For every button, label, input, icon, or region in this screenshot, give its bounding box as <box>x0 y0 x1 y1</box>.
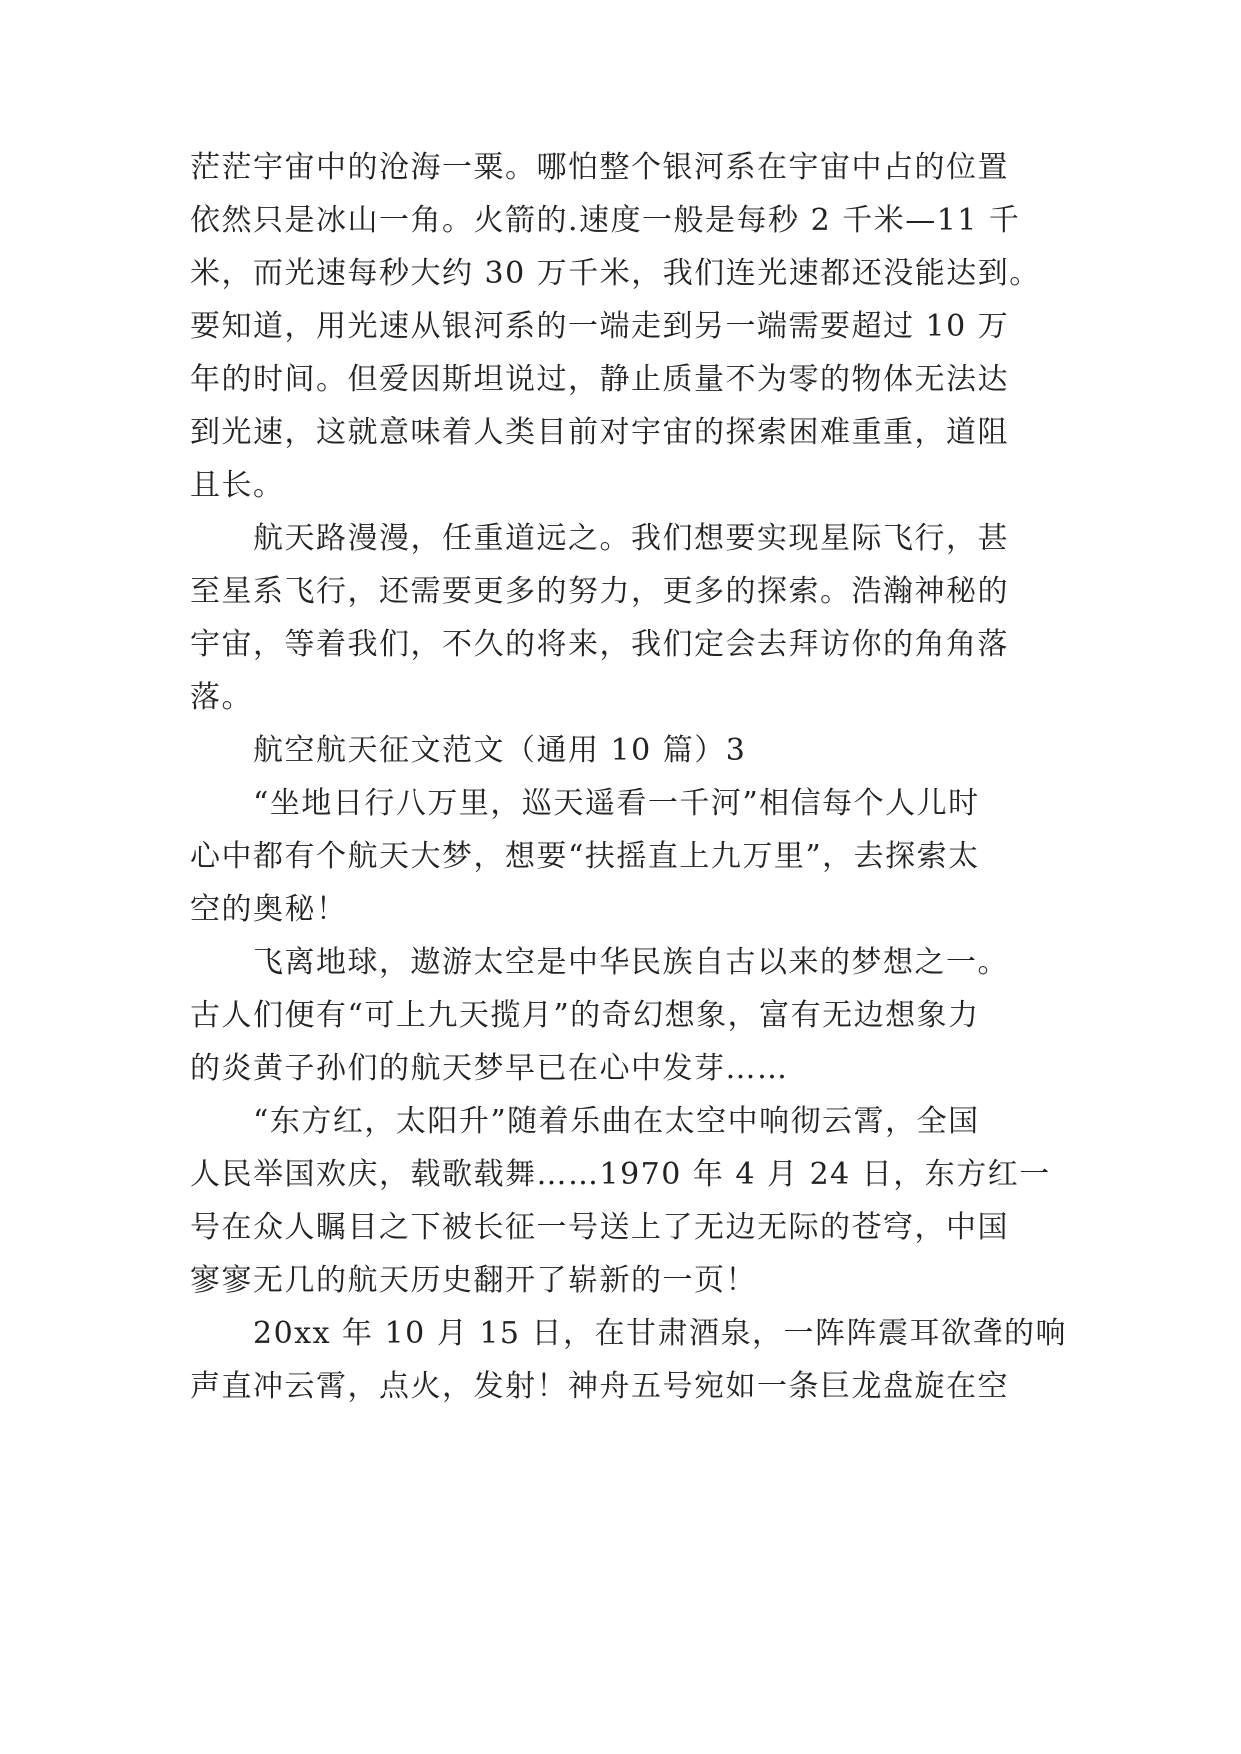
paragraph-first-line: 20xx 年 10 月 15 日，在甘肃酒泉，一阵阵震耳欲聋的响 <box>253 1316 1068 1351</box>
text-line: 的炎黄子孙们的航天梦早已在心中发芽…… <box>190 1051 789 1086</box>
paragraph-first-line: 航天路漫漫，任重道远之。我们想要实现星际飞行，甚 <box>253 521 1009 556</box>
text-line: 宇宙，等着我们，不久的将来，我们定会去拜访你的角角落 <box>190 627 1009 662</box>
text-line: 号在众人瞩目之下被长征一号送上了无边无际的苍穹，中国 <box>190 1210 1009 1245</box>
text-line: 且长。 <box>190 468 285 503</box>
text-line: 空的奥秘！ <box>190 892 348 927</box>
text-line: 古人们便有“可上九天揽月”的奇幻想象，富有无边想象力 <box>190 998 980 1033</box>
section-heading: 航空航天征文范文（通用 10 篇）3 <box>253 733 747 768</box>
paragraph-first-line: “东方红，太阳升”随着乐曲在太空中响彻云霄，全国 <box>253 1104 980 1139</box>
text-line: 落。 <box>190 680 253 715</box>
text-line: 年的时间。但爱因斯坦说过，静止质量不为零的物体无法达 <box>190 362 1009 397</box>
paragraph-first-line: 飞离地球，遨游太空是中华民族自古以来的梦想之一。 <box>253 945 1009 980</box>
text-line: 寥寥无几的航天历史翻开了崭新的一页！ <box>190 1263 757 1298</box>
text-line: 心中都有个航天大梦，想要“扶摇直上九万里”，去探索太 <box>190 839 980 874</box>
text-line: 声直冲云霄，点火，发射！神舟五号宛如一条巨龙盘旋在空 <box>190 1369 1009 1404</box>
text-line: 要知道，用光速从银河系的一端走到另一端需要超过 10 万 <box>190 309 1010 344</box>
text-line: 茫茫宇宙中的沧海一粟。哪怕整个银河系在宇宙中占的位置 <box>190 150 1009 185</box>
text-line: 至星系飞行，还需要更多的努力，更多的探索。浩瀚神秘的 <box>190 574 1009 609</box>
text-line: 到光速，这就意味着人类目前对宇宙的探索困难重重，道阻 <box>190 415 1009 450</box>
text-line: 依然只是冰山一角。火箭的.速度一般是每秒 2 千米—11 千 <box>190 203 1021 238</box>
paragraph-first-line: “坐地日行八万里，巡天遥看一千河”相信每个人儿时 <box>253 786 980 821</box>
text-line: 人民举国欢庆，载歌载舞……1970 年 4 月 24 日，东方红一 <box>190 1157 1051 1192</box>
text-line: 米，而光速每秒大约 30 万千米，我们连光速都还没能达到。 <box>190 256 1041 291</box>
